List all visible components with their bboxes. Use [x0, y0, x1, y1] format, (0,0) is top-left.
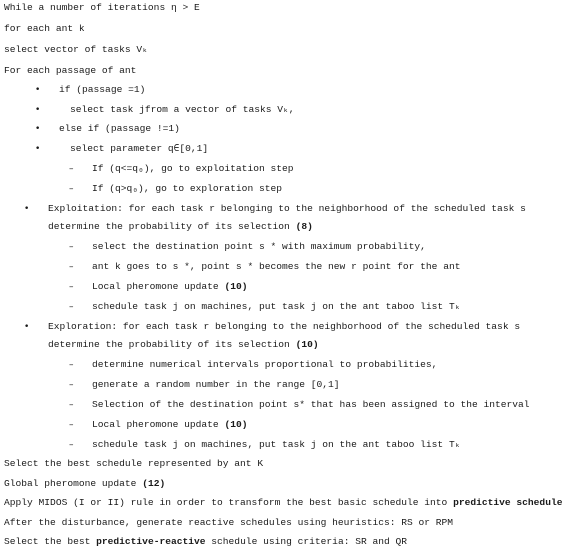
bullet-icon: • — [35, 85, 41, 95]
algorithm-line: select vector of tasks Vₖ — [4, 44, 148, 55]
algorithm-line: select parameter q∈[0,1] — [70, 143, 209, 154]
algorithm-line: Global pheromone update (12) — [4, 478, 166, 489]
algorithm-line: Local pheromone update (10) — [92, 281, 248, 292]
algorithm-line: Exploitation: for each task r belonging to the neighborhood of the scheduled task s — [48, 203, 526, 214]
algorithm-line: select the destination point s * with maximum probability, — [92, 241, 426, 252]
algorithm-line: for each ant k — [4, 23, 85, 34]
algorithm-line: else if (passage !=1) — [59, 123, 180, 134]
dash-icon: – — [69, 282, 74, 292]
dash-icon: – — [69, 420, 74, 430]
algorithm-line: determine numerical intervals proportional to probabilities, — [92, 359, 438, 370]
algorithm-line: determine the probability of its selection (8) — [48, 221, 313, 232]
algorithm-line: While a number of iterations η > E — [4, 2, 200, 13]
algorithm-line: select task jfrom a vector of tasks Vₖ, — [70, 104, 295, 115]
dash-icon: – — [69, 380, 74, 390]
bullet-icon: • — [35, 124, 41, 134]
algorithm-line: If (q>q₀), go to exploration step — [92, 183, 282, 194]
dash-icon: – — [69, 184, 74, 194]
bullet-icon: • — [24, 322, 30, 332]
algorithm-line: For each passage of ant — [4, 65, 137, 76]
algorithm-line: determine the probability of its selection (10) — [48, 339, 319, 350]
algorithm-line: generate a random number in the range [0,1] — [92, 379, 340, 390]
dash-icon: – — [69, 164, 74, 174]
algorithm-line: Apply MIDOS (I or II) rule in order to transform the best basic schedule into predictive schedule — [4, 497, 562, 508]
bullet-icon: • — [24, 204, 30, 214]
algorithm-line: schedule task j on machines, put task j on the ant taboo list Tₖ — [92, 439, 461, 450]
bullet-icon: • — [35, 144, 41, 154]
dash-icon: – — [69, 360, 74, 370]
algorithm-line: schedule task j on machines, put task j on the ant taboo list Tₖ — [92, 301, 461, 312]
algorithm-line: ant k goes to s *, point s * becomes the new r point for the ant — [92, 261, 461, 272]
algorithm-line: if (passage =1) — [59, 84, 146, 95]
dash-icon: – — [69, 302, 74, 312]
algorithm-line: After the disturbance, generate reactive schedules using heuristics: RS or RPM — [4, 517, 454, 528]
algorithm-line: Select the best predictive-reactive schedule using criteria: SR and QR — [4, 536, 408, 547]
bullet-icon: • — [35, 105, 41, 115]
algorithm-line: Selection of the destination point s* that has been assigned to the interval — [92, 399, 530, 410]
dash-icon: – — [69, 242, 74, 252]
dash-icon: – — [69, 440, 74, 450]
algorithm-line: Select the best schedule represented by ant K — [4, 458, 264, 469]
dash-icon: – — [69, 262, 74, 272]
dash-icon: – — [69, 400, 74, 410]
algorithm-line: If (q<=q₀), go to exploitation step — [92, 163, 294, 174]
algorithm-line: Local pheromone update (10) — [92, 419, 248, 430]
algorithm-line: Exploration: for each task r belonging to the neighborhood of the scheduled task s — [48, 321, 521, 332]
